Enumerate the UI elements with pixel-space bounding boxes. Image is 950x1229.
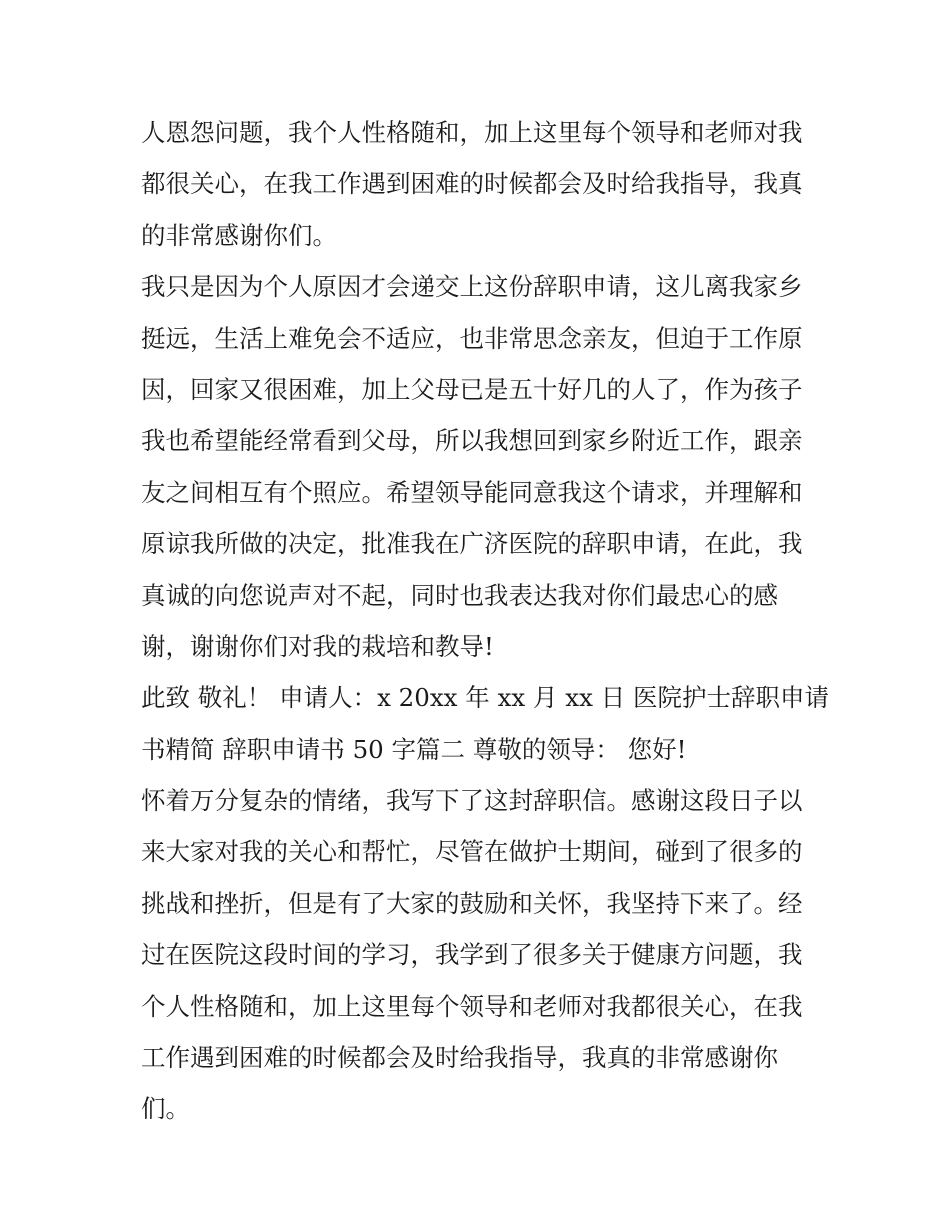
document-body — [141, 107, 829, 1135]
text-line: 个人性格随和，加上这里每个领导和老师对我都很关心，在我 — [141, 991, 803, 1021]
text-line: 的非常感谢你们。 — [141, 220, 337, 250]
text-line: 此致 敬礼！ 申请人：x 20xx 年 xx 月 xx 日 医院护士辞职申请 — [141, 683, 829, 713]
text-line: 们。 — [141, 1094, 190, 1124]
text-line: 真诚的向您说声对不起，同时也我表达我对你们最忠心的感 — [141, 580, 778, 610]
text-line: 因，回家又很困难，加上父母已是五十好几的人了，作为孩子 — [141, 374, 803, 404]
text-line: 原谅我所做的决定，批准我在广济医院的辞职申请，在此，我 — [141, 529, 803, 559]
text-line: 我只是因为个人原因才会递交上这份辞职申请，这儿离我家乡 — [141, 272, 803, 302]
text-line: 友之间相互有个照应。希望领导能同意我这个请求，并理解和 — [141, 477, 803, 507]
text-line: 我也希望能经常看到父母，所以我想回到家乡附近工作，跟亲 — [141, 426, 803, 456]
text-line: 挑战和挫折，但是有了大家的鼓励和关怀，我坚持下来了。经 — [141, 888, 803, 918]
text-line: 书精简 辞职申请书 50 字篇二 尊敬的领导： 您好! — [141, 734, 687, 764]
text-line: 怀着万分复杂的情绪，我写下了这封辞职信。感谢这段日子以 — [141, 786, 803, 816]
text-line: 来大家对我的关心和帮忙，尽管在做护士期间，碰到了很多的 — [141, 837, 803, 867]
text-line: 谢，谢谢你们对我的栽培和教导! — [141, 631, 494, 661]
text-line: 都很关心，在我工作遇到困难的时候都会及时给我指导，我真 — [141, 169, 803, 199]
text-line: 工作遇到困难的时候都会及时给我指导，我真的非常感谢你 — [141, 1043, 778, 1073]
text-line: 挺远，生活上难免会不适应，也非常思念亲友，但迫于工作原 — [141, 323, 803, 353]
text-line: 人恩怨问题，我个人性格随和，加上这里每个领导和老师对我 — [141, 118, 803, 147]
text-line: 过在医院这段时间的学习，我学到了很多关于健康方问题，我 — [141, 940, 803, 970]
